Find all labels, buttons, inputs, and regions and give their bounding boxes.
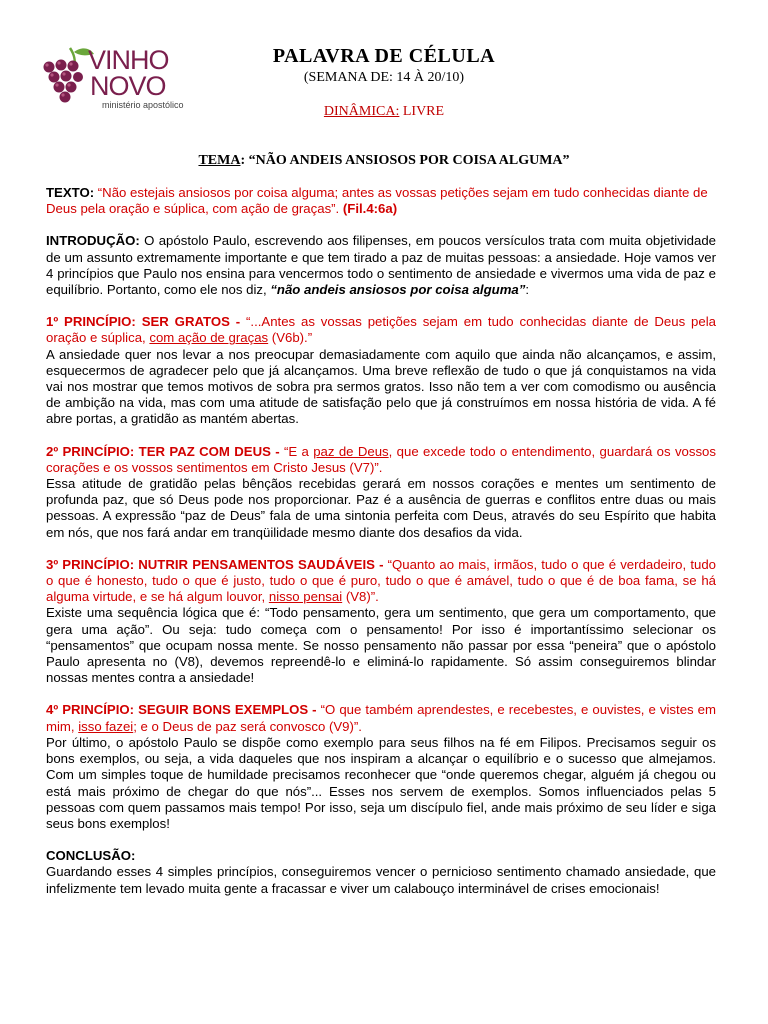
principle-3-quote-b: (V8)”. bbox=[342, 589, 379, 605]
principle-1-text: A ansiedade quer nos levar a nos preocupar demasiadamente com aquilo que ainda não alcançamos, e assim, esquecermos de agradecer pelo que já alcançamos. Uma breve reflexão de tudo o que já conquistamos na vida vai nos mostrar que temos motivos de sobra pra sermos gratos. Isso não tem a ver com comodismo ou ausência de ambição na vida, mas com uma atitude de satisfação pelo que já construímos em nossa história de vida. A fé abre portas, a gratidão as mantém abertas. bbox=[46, 346, 716, 427]
principle-4-quote-underline: isso fazei bbox=[78, 718, 134, 734]
intro-text: O apóstolo Paulo, escrevendo aos filipenses, em poucos versículos trata com muita objetividade de um assunto extremamente importante e que tem tirado a paz de muitas pessoas: a ansiedade. Hoje vamos ver 4 princípios que Paulo nos ensina para vencermos todo o sentimento de ansiedade e vivermos uma vida de paz e equilíbrio. Portanto, como ele nos diz, bbox=[46, 233, 716, 298]
texto-label: TEXTO: bbox=[46, 185, 95, 200]
introduction-paragraph bbox=[46, 233, 716, 298]
theme-line bbox=[0, 153, 768, 169]
page-title: PALAVRA DE CÉLULA bbox=[272, 45, 496, 67]
intro-emphasis: “não andeis ansiosos por coisa alguma” bbox=[270, 282, 526, 298]
conclusion-paragraph bbox=[46, 848, 716, 897]
conclusion-label: CONCLUSÃO: bbox=[46, 848, 136, 864]
dynamic-value: LIVRE bbox=[399, 104, 445, 119]
texto-quote: “Não estejais ansiosos por coisa alguma; antes as vossas petições sejam em tudo conhecidas diante de Deus pela oração e súplica, com ação de graças”. bbox=[46, 185, 708, 217]
intro-label: INTRODUÇÃO: bbox=[46, 233, 140, 249]
logo-subtitle: ministério apostólico bbox=[102, 100, 184, 110]
principle-3-heading: 3º PRINCÍPIO: NUTRIR PENSAMENTOS SAUDÁVEIS - bbox=[46, 556, 388, 572]
principle-3-quote-underline: nisso pensai bbox=[268, 589, 343, 605]
principle-4-heading: 4º PRINCÍPIO: SEGUIR BONS EXEMPLOS - bbox=[46, 702, 321, 718]
conclusion-text: Guardando esses 4 simples princípios, conseguiremos vencer o pernicioso sentimento chamado ansiedade, que infelizmente tem levado muita gente a fracassar e viver um calabouço interminável de crises emocionais! bbox=[46, 864, 716, 896]
principle-2-quote-underline: paz de Deus bbox=[313, 443, 389, 459]
principle-1-quote-underline: com ação de graças bbox=[149, 330, 269, 346]
principle-4 bbox=[46, 702, 716, 832]
principle-2 bbox=[46, 444, 716, 541]
principle-1-heading: 1º PRINCÍPIO: SER GRATOS - bbox=[46, 314, 247, 330]
principle-3 bbox=[46, 557, 716, 687]
principle-2-heading: 2º PRINCÍPIO: TER PAZ COM DEUS - bbox=[46, 443, 284, 459]
texto-paragraph bbox=[46, 185, 716, 217]
principle-1 bbox=[46, 314, 716, 427]
principle-1-quote-b: (V6b).” bbox=[268, 330, 313, 346]
texto-reference: (Fil.4:6a) bbox=[339, 201, 398, 217]
principle-4-text: Por último, o apóstolo Paulo se dispõe como exemplo para seus filhos na fé em Filipos. Precisamos seguir os bons exemplos, ou seja, a vida daqueles que nos inspiram a alcançar o equilíbrio e o sucesso que almejamos. Com um simples toque de humildade precisamos reconhecer que “onde queremos chegar, alguém já chegou ou está mais próximo de chegar do que nós”... Esses nos servem de exemplos. Somos influenciados pelas 5 pessoas com quem passamos mais tempo! Por isso, seja um discípulo fiel, ande mais próximo de seu líder e siga seus bons exemplos! bbox=[46, 734, 716, 831]
principle-2-text: Essa atitude de gratidão pelas bênçãos recebidas gerará em nossos corações e mentes um sentimento de profunda paz, que só Deus pode nos proporcionar. Paz é a ausência de guerras e conflitos entre duas ou mais pessoas. A expressão “paz de Deus” fala de uma sintonia perfeita com Deus, através do seu Espírito que habita em nós, que nos fará andar em tranqüilidade mesmo diante dos desafios da vida. bbox=[46, 476, 716, 540]
principle-3-text: Existe uma sequência lógica que é: “Todo pensamento, gera um sentimento, que gera um comportamento, que gera uma ação”. Ou seja: tudo começa com o pensamento! Por isso é importantíssimo selecionar os “pensamentos” que ocupam nossa mente. Se nosso pensamento não passar por essa “peneira” que o apóstolo Paulo apresenta no (V8), devemos repreendê-lo e eliminá-lo rapidamente. Só assim conseguiremos blindar nossas mentes contra a ansiedade! bbox=[46, 605, 716, 686]
principle-4-quote-a: “O que também aprendestes, e recebestes, e ouvistes, e vistes em mim, bbox=[46, 702, 716, 734]
principle-3-quote-a: “Quanto ao mais, irmãos, tudo o que é verdadeiro, tudo o que é honesto, tudo o que é justo, tudo o que é puro, tudo o que é amável, tudo o que é de boa fama, se há alguma virtude, e se há algum louvor, bbox=[46, 556, 716, 605]
logo-word-vinho: VINHO bbox=[88, 45, 169, 75]
principle-2-quote-b: , que excede todo o entendimento, guardará os vossos corações e os vossos sentimentos em Cristo Jesus (V7)”. bbox=[46, 443, 716, 475]
theme-label: TEMA bbox=[198, 153, 241, 168]
theme-text: : “NÃO ANDEIS ANSIOSOS POR COISA ALGUMA” bbox=[240, 153, 570, 168]
principle-4-quote-b: ; e o Deus de paz será convosco (V9)”. bbox=[133, 718, 362, 734]
principle-2-quote-a: “E a bbox=[283, 443, 314, 459]
principle-1-quote-a: “...Antes as vossas petições sejam em tudo conhecidas diante de Deus pela oração e súplica, bbox=[46, 314, 716, 346]
logo-word-novo: NOVO bbox=[90, 71, 166, 101]
dynamic-label: DINÂMICA: bbox=[323, 104, 400, 119]
intro-end: : bbox=[525, 282, 530, 298]
document-body bbox=[46, 185, 716, 913]
dynamic-line bbox=[0, 104, 768, 120]
week-range: (SEMANA DE: 14 À 20/10) bbox=[303, 70, 465, 85]
